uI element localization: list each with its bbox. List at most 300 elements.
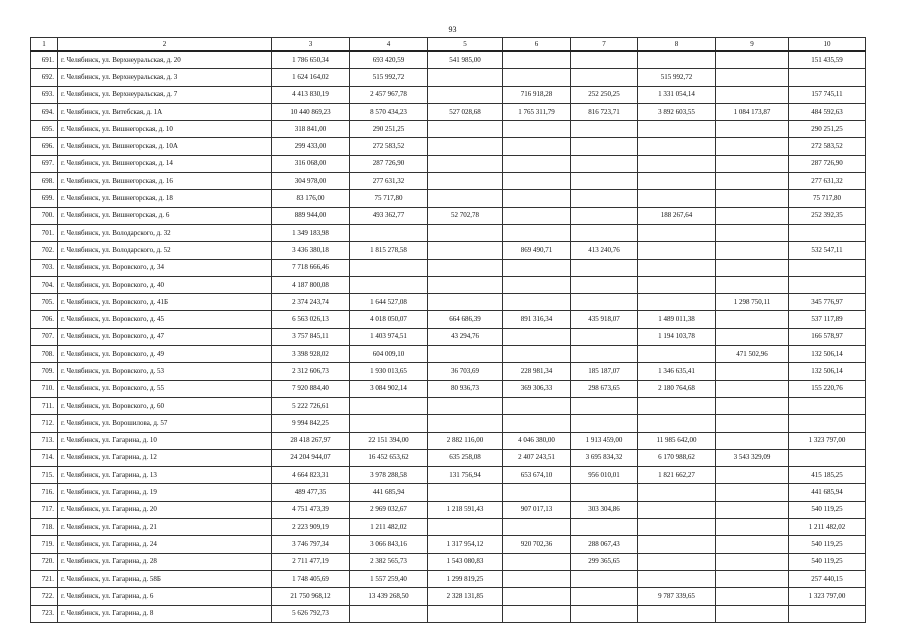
amount-cell	[350, 276, 428, 293]
amount-cell: 869 490,71	[503, 242, 571, 259]
amount-cell	[428, 190, 503, 207]
address-cell: г. Челябинск, ул. Воровского, д. 34	[58, 259, 272, 276]
amount-cell: 290 251,25	[350, 121, 428, 138]
amount-cell	[503, 484, 571, 501]
amount-cell: 1 489 011,38	[638, 311, 716, 328]
column-header-2: 2	[58, 38, 272, 52]
amount-cell: 1 211 482,02	[789, 519, 866, 536]
address-cell: г. Челябинск, ул. Гагарина, д. 8	[58, 605, 272, 622]
row-index-cell: 712.	[31, 415, 58, 432]
table-row	[31, 484, 866, 501]
amount-cell: 1 913 459,00	[571, 432, 638, 449]
amount-cell: 527 028,68	[428, 103, 503, 120]
amount-cell	[716, 138, 789, 155]
amount-cell	[638, 173, 716, 190]
row-index-cell: 722.	[31, 588, 58, 605]
amount-cell: 4 664 823,31	[272, 467, 350, 484]
row-index-cell: 709.	[31, 363, 58, 380]
amount-cell: 471 502,96	[716, 346, 789, 363]
amount-cell: 2 180 764,68	[638, 380, 716, 397]
amount-cell	[571, 570, 638, 587]
column-header-9: 9	[716, 38, 789, 52]
amount-cell	[716, 155, 789, 172]
amount-cell	[350, 397, 428, 414]
amount-cell	[503, 276, 571, 293]
amount-cell	[716, 363, 789, 380]
amount-cell: 4 187 800,08	[272, 276, 350, 293]
amount-cell: 3 695 834,32	[571, 449, 638, 466]
address-cell: г. Челябинск, ул. Воровского, д. 40	[58, 276, 272, 293]
amount-cell	[716, 501, 789, 518]
column-header-4: 4	[350, 38, 428, 52]
amount-cell	[571, 69, 638, 86]
amount-cell: 345 776,97	[789, 294, 866, 311]
amount-cell	[716, 86, 789, 103]
row-index-cell: 714.	[31, 449, 58, 466]
amount-cell	[428, 605, 503, 622]
table-row	[31, 190, 866, 207]
table-row	[31, 467, 866, 484]
amount-cell: 2 374 243,74	[272, 294, 350, 311]
amount-cell	[571, 605, 638, 622]
amount-cell	[716, 570, 789, 587]
address-cell: г. Челябинск, ул. Володарского, д. 32	[58, 224, 272, 241]
amount-cell	[503, 69, 571, 86]
amount-cell	[789, 605, 866, 622]
amount-cell	[428, 242, 503, 259]
amount-cell	[789, 259, 866, 276]
amount-cell: 484 592,63	[789, 103, 866, 120]
address-cell: г. Челябинск, ул. Гагарина, д. 20	[58, 501, 272, 518]
amount-cell	[503, 51, 571, 69]
amount-cell: 1 299 819,25	[428, 570, 503, 587]
row-index-cell: 716.	[31, 484, 58, 501]
amount-cell: 11 985 642,00	[638, 432, 716, 449]
row-index-cell: 702.	[31, 242, 58, 259]
amount-cell	[428, 294, 503, 311]
amount-cell: 1 624 164,02	[272, 69, 350, 86]
amount-cell: 299 433,00	[272, 138, 350, 155]
amount-cell: 303 304,86	[571, 501, 638, 518]
amount-cell	[428, 397, 503, 414]
table-row	[31, 173, 866, 190]
amount-cell: 441 685,94	[789, 484, 866, 501]
amount-cell	[428, 346, 503, 363]
amount-cell: 316 068,00	[272, 155, 350, 172]
amount-cell: 1 323 797,00	[789, 588, 866, 605]
address-cell: г. Челябинск, ул. Воровского, д. 41Б	[58, 294, 272, 311]
amount-cell: 2 223 909,19	[272, 519, 350, 536]
amount-cell	[571, 121, 638, 138]
amount-cell: 80 936,73	[428, 380, 503, 397]
amount-cell: 540 119,25	[789, 536, 866, 553]
amount-cell: 1 317 954,12	[428, 536, 503, 553]
table-row	[31, 328, 866, 345]
amount-cell	[503, 328, 571, 345]
amount-cell: 3 978 288,58	[350, 467, 428, 484]
amount-cell	[638, 294, 716, 311]
amount-cell	[428, 484, 503, 501]
amount-cell: 1 765 311,79	[503, 103, 571, 120]
address-cell: г. Челябинск, ул. Воровского, д. 53	[58, 363, 272, 380]
amount-cell	[716, 69, 789, 86]
amount-cell	[571, 328, 638, 345]
amount-cell	[716, 328, 789, 345]
amount-cell: 6 563 026,13	[272, 311, 350, 328]
amount-cell: 1 557 259,40	[350, 570, 428, 587]
amount-cell	[789, 397, 866, 414]
table-row	[31, 86, 866, 103]
address-cell: г. Челябинск, ул. Воровского, д. 55	[58, 380, 272, 397]
amount-cell: 2 382 565,73	[350, 553, 428, 570]
row-index-cell: 699.	[31, 190, 58, 207]
amount-cell: 435 918,07	[571, 311, 638, 328]
amount-cell: 1 821 662,27	[638, 467, 716, 484]
address-cell: г. Челябинск, ул. Гагарина, д. 21	[58, 519, 272, 536]
address-cell: г. Челябинск, ул. Ворошилова, д. 57	[58, 415, 272, 432]
amount-cell	[503, 121, 571, 138]
amount-cell: 1 218 591,43	[428, 501, 503, 518]
amount-cell	[571, 138, 638, 155]
amount-cell: 441 685,94	[350, 484, 428, 501]
amount-cell	[503, 415, 571, 432]
amount-cell: 43 294,76	[428, 328, 503, 345]
amount-cell	[716, 121, 789, 138]
amount-cell	[638, 415, 716, 432]
amount-cell	[716, 311, 789, 328]
address-cell: г. Челябинск, ул. Верхнеуральская, д. 7	[58, 86, 272, 103]
table-row	[31, 449, 866, 466]
amount-cell: 21 750 968,12	[272, 588, 350, 605]
amount-cell: 1 786 650,34	[272, 51, 350, 69]
amount-cell	[503, 155, 571, 172]
amount-cell	[638, 397, 716, 414]
amount-cell	[571, 276, 638, 293]
address-cell: г. Челябинск, ул. Вишнегорская, д. 16	[58, 173, 272, 190]
row-index-cell: 720.	[31, 553, 58, 570]
amount-cell: 1 194 103,78	[638, 328, 716, 345]
page-number: 93	[448, 25, 457, 34]
amount-cell	[571, 346, 638, 363]
data-table	[30, 37, 866, 623]
amount-cell: 7 920 884,40	[272, 380, 350, 397]
amount-cell	[789, 276, 866, 293]
address-cell: г. Челябинск, ул. Володарского, д. 52	[58, 242, 272, 259]
amount-cell	[716, 432, 789, 449]
table-row	[31, 363, 866, 380]
amount-cell: 4 751 473,39	[272, 501, 350, 518]
table-body	[31, 51, 866, 622]
amount-cell: 1 403 974,51	[350, 328, 428, 345]
amount-cell: 22 151 394,00	[350, 432, 428, 449]
amount-cell	[503, 224, 571, 241]
amount-cell: 1 543 080,83	[428, 553, 503, 570]
amount-cell	[503, 294, 571, 311]
row-index-cell: 723.	[31, 605, 58, 622]
row-index-cell: 721.	[31, 570, 58, 587]
amount-cell: 816 723,71	[571, 103, 638, 120]
amount-cell: 515 992,72	[638, 69, 716, 86]
amount-cell	[789, 69, 866, 86]
table-row	[31, 432, 866, 449]
amount-cell	[428, 121, 503, 138]
column-header-8: 8	[638, 38, 716, 52]
amount-cell: 1 211 482,02	[350, 519, 428, 536]
row-index-cell: 703.	[31, 259, 58, 276]
amount-cell: 891 316,34	[503, 311, 571, 328]
table-header-row	[31, 38, 866, 52]
amount-cell: 1 644 527,08	[350, 294, 428, 311]
amount-cell: 537 117,89	[789, 311, 866, 328]
amount-cell	[503, 588, 571, 605]
amount-cell: 413 240,76	[571, 242, 638, 259]
amount-cell	[571, 190, 638, 207]
table-row	[31, 121, 866, 138]
amount-cell: 532 547,11	[789, 242, 866, 259]
amount-cell	[716, 588, 789, 605]
amount-cell: 155 220,76	[789, 380, 866, 397]
table-row	[31, 346, 866, 363]
amount-cell: 6 170 988,62	[638, 449, 716, 466]
amount-cell	[716, 276, 789, 293]
row-index-cell: 695.	[31, 121, 58, 138]
amount-cell: 83 176,00	[272, 190, 350, 207]
amount-cell: 277 631,32	[350, 173, 428, 190]
amount-cell: 131 756,94	[428, 467, 503, 484]
amount-cell: 13 439 268,50	[350, 588, 428, 605]
amount-cell	[503, 207, 571, 224]
amount-cell	[571, 224, 638, 241]
amount-cell	[638, 51, 716, 69]
address-cell: г. Челябинск, ул. Витебская, д. 1А	[58, 103, 272, 120]
amount-cell	[428, 155, 503, 172]
amount-cell	[571, 51, 638, 69]
amount-cell: 287 726,90	[350, 155, 428, 172]
table-row	[31, 51, 866, 69]
amount-cell	[638, 519, 716, 536]
amount-cell: 653 674,10	[503, 467, 571, 484]
table-row	[31, 294, 866, 311]
amount-cell	[571, 207, 638, 224]
table-row	[31, 501, 866, 518]
amount-cell: 2 882 116,00	[428, 432, 503, 449]
address-cell: г. Челябинск, ул. Гагарина, д. 19	[58, 484, 272, 501]
column-header-1: 1	[31, 38, 58, 52]
amount-cell: 1 346 635,41	[638, 363, 716, 380]
amount-cell: 2 969 032,67	[350, 501, 428, 518]
amount-cell	[571, 173, 638, 190]
address-cell: г. Челябинск, ул. Воровского, д. 45	[58, 311, 272, 328]
amount-cell	[503, 173, 571, 190]
amount-cell: 489 477,35	[272, 484, 350, 501]
amount-cell	[428, 224, 503, 241]
row-index-cell: 711.	[31, 397, 58, 414]
amount-cell: 956 010,01	[571, 467, 638, 484]
address-cell: г. Челябинск, ул. Вишнегорская, д. 6	[58, 207, 272, 224]
row-index-cell: 704.	[31, 276, 58, 293]
amount-cell	[638, 224, 716, 241]
amount-cell: 716 918,28	[503, 86, 571, 103]
row-index-cell: 713.	[31, 432, 58, 449]
amount-cell: 1 298 750,11	[716, 294, 789, 311]
table-row	[31, 138, 866, 155]
amount-cell	[638, 605, 716, 622]
amount-cell: 157 745,11	[789, 86, 866, 103]
amount-cell	[571, 588, 638, 605]
amount-cell: 228 981,34	[503, 363, 571, 380]
amount-cell: 8 570 434,23	[350, 103, 428, 120]
amount-cell: 299 365,65	[571, 553, 638, 570]
amount-cell: 1 748 405,69	[272, 570, 350, 587]
amount-cell: 318 841,00	[272, 121, 350, 138]
amount-cell: 5 626 792,73	[272, 605, 350, 622]
address-cell: г. Челябинск, ул. Вишнегорская, д. 10А	[58, 138, 272, 155]
amount-cell: 272 583,52	[789, 138, 866, 155]
amount-cell	[716, 415, 789, 432]
row-index-cell: 708.	[31, 346, 58, 363]
amount-cell: 52 702,78	[428, 207, 503, 224]
amount-cell	[503, 553, 571, 570]
amount-cell: 188 267,64	[638, 207, 716, 224]
amount-cell: 4 046 380,00	[503, 432, 571, 449]
address-cell: г. Челябинск, ул. Воровского, д. 47	[58, 328, 272, 345]
row-index-cell: 706.	[31, 311, 58, 328]
amount-cell: 415 185,25	[789, 467, 866, 484]
row-index-cell: 717.	[31, 501, 58, 518]
amount-cell: 3 066 843,16	[350, 536, 428, 553]
amount-cell: 2 312 606,73	[272, 363, 350, 380]
amount-cell: 2 407 243,51	[503, 449, 571, 466]
amount-cell: 3 436 380,18	[272, 242, 350, 259]
row-index-cell: 718.	[31, 519, 58, 536]
address-cell: г. Челябинск, ул. Гагарина, д. 28	[58, 553, 272, 570]
amount-cell	[503, 259, 571, 276]
column-header-6: 6	[503, 38, 571, 52]
row-index-cell: 691.	[31, 51, 58, 69]
table-row	[31, 605, 866, 622]
table-row	[31, 311, 866, 328]
amount-cell: 5 222 726,61	[272, 397, 350, 414]
row-index-cell: 692.	[31, 69, 58, 86]
amount-cell: 36 703,69	[428, 363, 503, 380]
amount-cell	[571, 155, 638, 172]
amount-cell: 920 702,36	[503, 536, 571, 553]
amount-cell: 907 017,13	[503, 501, 571, 518]
amount-cell	[428, 259, 503, 276]
amount-cell	[571, 259, 638, 276]
amount-cell	[350, 224, 428, 241]
amount-cell	[571, 397, 638, 414]
amount-cell: 9 994 842,25	[272, 415, 350, 432]
amount-cell: 288 067,43	[571, 536, 638, 553]
table-row	[31, 224, 866, 241]
address-cell: г. Челябинск, ул. Вишнегорская, д. 18	[58, 190, 272, 207]
amount-cell: 541 985,00	[428, 51, 503, 69]
column-header-7: 7	[571, 38, 638, 52]
address-cell: г. Челябинск, ул. Гагарина, д. 10	[58, 432, 272, 449]
amount-cell: 515 992,72	[350, 69, 428, 86]
amount-cell: 1 815 278,58	[350, 242, 428, 259]
amount-cell	[503, 605, 571, 622]
amount-cell: 604 009,10	[350, 346, 428, 363]
amount-cell	[571, 484, 638, 501]
amount-cell	[716, 259, 789, 276]
amount-cell	[428, 276, 503, 293]
amount-cell: 540 119,25	[789, 553, 866, 570]
amount-cell: 3 746 797,34	[272, 536, 350, 553]
amount-cell: 252 392,35	[789, 207, 866, 224]
amount-cell	[350, 605, 428, 622]
amount-cell: 664 686,39	[428, 311, 503, 328]
amount-cell	[503, 519, 571, 536]
amount-cell	[716, 190, 789, 207]
address-cell: г. Челябинск, ул. Верхнеуральская, д. 3	[58, 69, 272, 86]
address-cell: г. Челябинск, ул. Гагарина, д. 13	[58, 467, 272, 484]
column-header-3: 3	[272, 38, 350, 52]
amount-cell	[638, 276, 716, 293]
amount-cell: 28 418 267,97	[272, 432, 350, 449]
amount-cell: 75 717,80	[789, 190, 866, 207]
amount-cell	[789, 224, 866, 241]
amount-cell: 290 251,25	[789, 121, 866, 138]
amount-cell	[638, 121, 716, 138]
address-cell: г. Челябинск, ул. Гагарина, д. 6	[58, 588, 272, 605]
amount-cell	[638, 484, 716, 501]
amount-cell	[716, 397, 789, 414]
amount-cell	[638, 259, 716, 276]
row-index-cell: 698.	[31, 173, 58, 190]
row-index-cell: 693.	[31, 86, 58, 103]
amount-cell: 1 930 013,65	[350, 363, 428, 380]
amount-cell: 151 435,59	[789, 51, 866, 69]
address-cell: г. Челябинск, ул. Гагарина, д. 58Б	[58, 570, 272, 587]
address-cell: г. Челябинск, ул. Воровского, д. 49	[58, 346, 272, 363]
amount-cell	[638, 155, 716, 172]
table-row	[31, 103, 866, 120]
amount-cell	[716, 519, 789, 536]
address-cell: г. Челябинск, ул. Верхнеуральская, д. 20	[58, 51, 272, 69]
table-row	[31, 588, 866, 605]
amount-cell	[428, 138, 503, 155]
row-index-cell: 697.	[31, 155, 58, 172]
row-index-cell: 700.	[31, 207, 58, 224]
table-row	[31, 553, 866, 570]
amount-cell	[638, 190, 716, 207]
row-index-cell: 707.	[31, 328, 58, 345]
amount-cell: 2 457 967,78	[350, 86, 428, 103]
address-cell: г. Челябинск, ул. Вишнегорская, д. 10	[58, 121, 272, 138]
table-row	[31, 276, 866, 293]
amount-cell	[716, 536, 789, 553]
amount-cell: 635 258,08	[428, 449, 503, 466]
amount-cell	[638, 501, 716, 518]
amount-cell: 166 578,97	[789, 328, 866, 345]
amount-cell: 16 452 653,62	[350, 449, 428, 466]
amount-cell: 24 204 944,07	[272, 449, 350, 466]
amount-cell	[571, 294, 638, 311]
amount-cell: 287 726,90	[789, 155, 866, 172]
address-cell: г. Челябинск, ул. Воровского, д. 60	[58, 397, 272, 414]
amount-cell	[503, 570, 571, 587]
amount-cell	[350, 259, 428, 276]
amount-cell: 3 892 603,55	[638, 103, 716, 120]
table-row	[31, 536, 866, 553]
address-cell: г. Челябинск, ул. Гагарина, д. 24	[58, 536, 272, 553]
amount-cell: 9 787 339,65	[638, 588, 716, 605]
amount-cell: 4 018 050,07	[350, 311, 428, 328]
amount-cell	[716, 553, 789, 570]
amount-cell	[716, 484, 789, 501]
